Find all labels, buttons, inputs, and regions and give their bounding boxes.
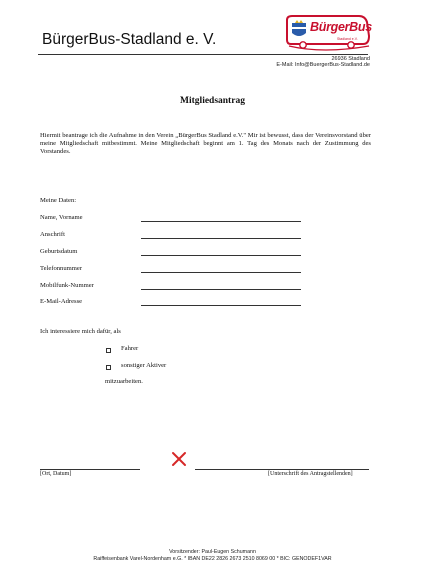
signature-cross-icon bbox=[171, 451, 187, 467]
footer-chair: Vorsitzender: Paul-Eugen Schumann bbox=[169, 549, 256, 555]
logo-wordmark: BürgerBus bbox=[310, 20, 372, 34]
field-label-birthdate: Geburtsdatum bbox=[40, 248, 78, 255]
intro-paragraph: Hiermit beantrage ich die Aufnahme in den Verein „BürgerBus Stadland e.V." Mir ist bewusst, dass der Vereinsvorstand über meine Mitgliedschaft mitbestimmt. Meine Mitgliedschaft beginnt am 1. Tag des Monats nach der Zustimmung des Vorstandes. bbox=[40, 132, 371, 156]
buergerbus-logo bbox=[283, 14, 371, 54]
participate-text: mitzuarbeiten. bbox=[105, 378, 143, 385]
signature-caption: [Unterschrift des Antragstellenden] bbox=[268, 471, 353, 477]
place-date-caption: [Ort, Datum] bbox=[40, 471, 72, 477]
field-line-address[interactable] bbox=[141, 238, 301, 239]
interest-text: Ich interessiere mich dafür, als bbox=[40, 328, 121, 335]
field-line-mobile[interactable] bbox=[141, 289, 301, 290]
field-label-mobile: Mobilfunk-Nummer bbox=[40, 282, 94, 289]
field-label-phone: Telefonnummer bbox=[40, 265, 83, 272]
field-label-address: Anschrift bbox=[40, 231, 65, 238]
checkbox-driver[interactable] bbox=[106, 348, 111, 353]
form-title: Mitgliedsantrag bbox=[180, 96, 245, 106]
field-label-name: Name, Vorname bbox=[40, 214, 83, 221]
field-line-name[interactable] bbox=[141, 221, 301, 222]
data-heading: Meine Daten: bbox=[40, 197, 77, 204]
place-date-line[interactable] bbox=[40, 469, 140, 470]
logo-subtitle: Stadland e.V. bbox=[337, 37, 358, 41]
checkbox-other-active[interactable] bbox=[106, 365, 111, 370]
header-divider bbox=[38, 54, 368, 55]
organization-name: BürgerBus-Stadland e. V. bbox=[42, 31, 217, 48]
option-label-other-active: sonstiger Aktiver bbox=[121, 362, 167, 369]
postal-address: 26936 Stadland bbox=[331, 56, 370, 62]
field-line-email[interactable] bbox=[141, 305, 301, 306]
field-label-email: E-Mail-Adresse bbox=[40, 298, 83, 305]
signature-line[interactable] bbox=[195, 469, 369, 470]
field-line-birthdate[interactable] bbox=[141, 255, 301, 256]
email-address: E-Mail: Info@BuergerBus-Stadland.de bbox=[276, 62, 370, 68]
option-label-driver: Fahrer bbox=[121, 345, 139, 352]
footer-bank-details: Raiffeisenbank Varel-Nordenham e.G. * IBAN DE22 2826 2673 2510 8069 00 * BIC: GENODEF1VAR bbox=[93, 556, 332, 562]
field-line-phone[interactable] bbox=[141, 272, 301, 273]
